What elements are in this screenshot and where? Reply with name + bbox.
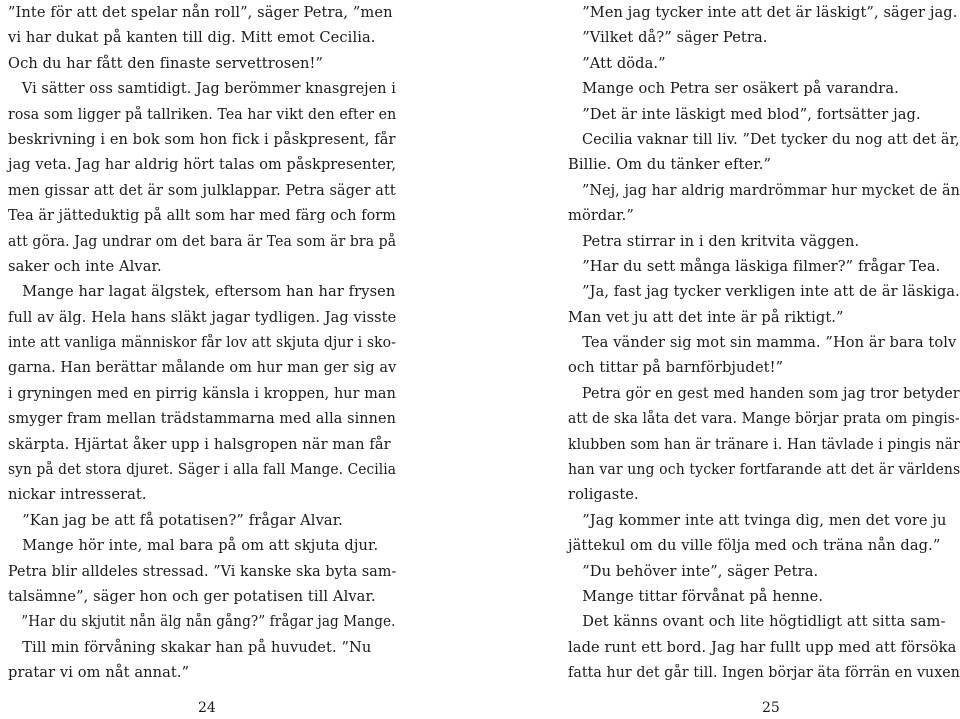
text-line: jag veta. Jag har aldrig hört talas om påskpresenter, — [8, 156, 397, 174]
text-line: Tea är jätteduktig på allt som har med färg och form — [8, 207, 396, 225]
text-line: i gryningen med en pirrig känsla i kroppen, hur man — [8, 384, 396, 402]
text-line: ”Kan jag be att få potatisen?” frågar Alvar. — [8, 511, 343, 529]
text-line: Det känns ovant och lite högtidligt att sitta sam- — [568, 613, 946, 631]
text-line: Vi sätter oss samtidigt. Jag berömmer knasgrejen i — [8, 80, 396, 98]
text-line: ”Men jag tycker inte att det är läskigt”, säger jag. — [568, 4, 958, 21]
text-line: fatta hur det går till. Ingen börjar äta förrän en vuxen — [568, 664, 960, 682]
text-line: Till min förvåning skakar han på huvudet. ”Nu — [8, 638, 372, 656]
text-line: ”Har du skjutit nån älg nån gång?” frågar jag Mange. — [8, 613, 396, 631]
text-line: garna. Han berättar målande om hur man ger sig av — [8, 359, 397, 377]
text-line: Tea vänder sig mot sin mamma. ”Hon är bara tolv — [568, 334, 957, 352]
text-line: ”Nej, jag har aldrig mardrömmar hur mycket de än — [568, 181, 960, 199]
page-number-right: 25 — [762, 700, 780, 716]
right-page — [568, 0, 960, 686]
left-page-text — [8, 0, 396, 686]
text-line: Petra blir alldeles stressad. ”Vi kanske ska byta sam- — [8, 562, 397, 580]
text-line: klubben som han är tränare i. Han tävlade i pingis när — [568, 435, 960, 453]
text-line: Petra stirrar in i den kritvita väggen. — [568, 232, 860, 250]
text-line: Cecilia vaknar till liv. ”Det tycker du nog att det är, — [568, 130, 960, 148]
text-line: smyger fram mellan trädstammarna med alla sinnen — [8, 410, 396, 428]
text-line: rosa som ligger på tallriken. Tea har vikt den efter en — [8, 105, 397, 123]
text-line: lade runt ett bord. Jag har fullt upp med att försöka — [568, 638, 957, 656]
text-line: ”Att döda.” — [568, 54, 666, 72]
text-line: Mange har lagat älgstek, eftersom han har frysen — [8, 283, 396, 301]
text-line: Man vet ju att det inte är på riktigt.” — [568, 308, 844, 326]
text-line: Petra gör en gest med handen som jag tror betyder — [568, 384, 960, 402]
text-line: vi har dukat på kanten till dig. Mitt emot Cecilia. — [8, 29, 376, 47]
text-line: saker och inte Alvar. — [8, 257, 162, 275]
text-line: ”Jag kommer inte att tvinga dig, men det vore ju — [568, 511, 947, 529]
text-line: skärpta. Hjärtat åker upp i halsgropen när man får — [8, 435, 391, 453]
text-line: inte att vanliga människor får lov att skjuta djur i sko- — [8, 334, 396, 352]
text-line: Mange hör inte, mal bara på om att skjuta djur. — [8, 537, 379, 555]
text-line: ”Vilket då?” säger Petra. — [568, 29, 768, 47]
text-line: syn på det stora djuret. Säger i alla fall Mange. Cecilia — [8, 461, 397, 479]
text-line: Mange och Petra ser osäkert på varandra. — [568, 80, 899, 98]
left-page — [8, 0, 396, 686]
text-line: men gissar att det är som julklappar. Petra säger att — [8, 181, 396, 199]
page-number-left: 24 — [198, 700, 216, 716]
text-line: roligaste. — [568, 486, 639, 504]
text-line: ”Inte för att det spelar nån roll”, säger Petra, ”men — [8, 4, 393, 21]
text-line: Billie. Om du tänker efter.” — [568, 156, 771, 174]
text-line: ”Har du sett många läskiga filmer?” frågar Tea. — [568, 257, 941, 275]
text-line: talsämne”, säger hon och ger potatisen till Alvar. — [8, 587, 376, 605]
text-line: mördar.” — [568, 207, 634, 225]
text-line: beskrivning i en bok som hon fick i påskpresent, får — [8, 130, 396, 148]
text-line: full av älg. Hela hans släkt jagar tydligen. Jag visste — [8, 308, 397, 326]
text-line: jättekul om du ville följa med och träna nån dag.” — [568, 537, 941, 555]
text-line: pratar vi om nåt annat.” — [8, 664, 190, 682]
text-line: ”Det är inte läskigt med blod”, fortsätter jag. — [568, 105, 921, 123]
text-line: Och du har fått den finaste servettrosen!” — [8, 54, 324, 72]
text-line: han var ung och tycker fortfarande att det är världens — [568, 461, 960, 479]
text-line: och tittar på barnförbjudet!” — [568, 359, 784, 377]
text-line: att göra. Jag undrar om det bara är Tea som är bra på — [8, 232, 397, 250]
right-page-text — [568, 0, 960, 686]
text-line: nickar intresserat. — [8, 486, 147, 504]
text-line: ”Ja, fast jag tycker verkligen inte att de är läskiga. — [568, 283, 960, 301]
text-line: ”Du behöver inte”, säger Petra. — [568, 562, 819, 580]
text-line: att de ska låta det vara. Mange börjar prata om pingis- — [568, 410, 960, 428]
text-line: Mange tittar förvånat på henne. — [568, 587, 824, 605]
